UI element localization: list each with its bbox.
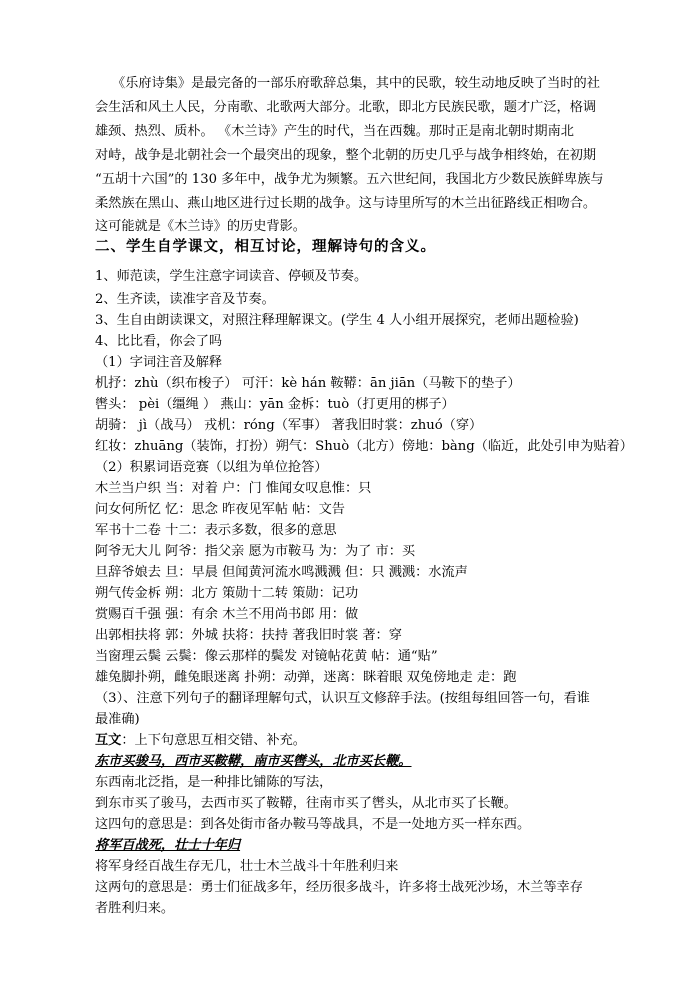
- section-title: 二、学生自学课文，相互讨论，理解诗句的含义。: [95, 238, 436, 255]
- subheading-1: （1）字词注音及解释: [95, 355, 223, 370]
- huwen-text: ：上下句意思互相交错、补充。: [121, 733, 306, 748]
- step-2: 2、生齐读，读准字音及节奏。: [95, 292, 275, 307]
- vocab-line-3: 军书十二卷 十二：表示多数，很多的意思: [95, 523, 337, 538]
- intro-line-3: 雄颈、热烈、质朴。 《木兰诗》产生的时代，当在西魏。那时正是南北朝时期南北: [95, 124, 574, 139]
- example-2-line-2: 这两句的意思是：勇士们征战多年，经历很多战斗，许多将士战死沙场，木兰等幸存: [95, 880, 583, 895]
- subheading-2: （2）积累词语竞赛（以组为单位抢答）: [95, 460, 328, 475]
- intro-line-2: 会生活和风土人民，分南歌、北歌两大部分。北歌，即北方民族民歌，题才广泛，格调: [95, 100, 597, 115]
- intro-line-6: 柔然族在黑山、燕山地区进行过长期的战争。这与诗里所写的木兰出征路线正相吻合。: [95, 196, 597, 211]
- vocab-line-5: 旦辞爷娘去 旦：早晨 但闻黄河流水鸣溅溅 但：只 溅溅：水流声: [95, 565, 468, 580]
- intro-line-7: 这可能就是《木兰诗》的历史背影。: [95, 219, 306, 234]
- intro-line-1: 《乐府诗集》是最完备的一部乐府歌辞总集，其中的民歌，较生动地反映了当时的社: [112, 76, 600, 91]
- huwen-definition: [95, 729, 615, 748]
- vocab-line-1: 木兰当户织 当：对着 户：门 惟闻女叹息惟：只: [95, 481, 372, 496]
- step-3: 3、生自由朗读课文，对照注释理解课文。(学生 4 人小组开展探究，老师出题检验): [95, 313, 579, 328]
- example-1-line-2: 到东市买了骏马，去西市买了鞍鞯，往南市买了辔头，从北市买了长鞭。: [95, 796, 517, 811]
- step-1: 1、师范读，学生注意字词读音、停顿及节奏。: [95, 269, 368, 284]
- example-1-line-3: 这四句的意思是：到各处街市备办鞍马等战具，不是一处地方买一样东西。: [95, 817, 531, 832]
- example-1-quote: 东市买骏马，西市买鞍鞯，南市买辔头，北市买长鞭。: [95, 754, 412, 769]
- vocab-line-7: 赏赐百千强 强：有余 木兰不用尚书郎 用：做: [95, 607, 359, 622]
- vocab-line-8: 出郭相扶将 郭：外城 扶将：扶持 著我旧时裳 著：穿: [95, 628, 402, 643]
- pinyin-line-2: 辔头： pèi（缰绳 ） 燕山：yān 金柝：tuò（打更用的梆子）: [95, 397, 455, 412]
- huwen-label: 互文: [95, 733, 122, 748]
- subheading-3-cont: 最准确): [95, 712, 140, 727]
- example-1-line-1: 东西南北泛指，是一种排比铺陈的写法，: [95, 775, 333, 790]
- vocab-line-10: 雄兔脚扑朔，雌兔眼迷离 扑朔：动弹，迷离：眯着眼 双兔傍地走 走：跑: [95, 670, 517, 685]
- pinyin-line-3: 胡骑： jì（战马） 戎机：róng（军事） 著我旧时裳：zhuó（穿）: [95, 418, 483, 433]
- example-2-line-3: 者胜利归来。: [95, 901, 175, 916]
- intro-line-4: 对峙，战争是北朝社会一个最突出的现象，整个北朝的历史几乎与战争相终始，在初期: [95, 148, 597, 163]
- vocab-line-9: 当窗理云鬓 云鬓：像云那样的鬓发 对镜帖花黄 帖：通“贴”: [95, 649, 438, 664]
- subheading-3: （3）、注意下列句子的翻译理解句式，认识互文修辞手法。(按组每组回答一句，看谁: [95, 691, 590, 706]
- pinyin-line-1: 机抒：zhù（织布梭子） 可汗：kè hán 鞍鞯：ān jiān（马鞍下的垫子）: [95, 376, 521, 391]
- vocab-line-2: 问女何所忆 忆：思念 昨夜见军帖 帖：文告: [95, 502, 345, 517]
- step-4: 4、比比看，你会了吗: [95, 334, 223, 349]
- example-2-line-1: 将军身经百战生存无几，壮士木兰战斗十年胜利归来: [95, 859, 399, 874]
- pinyin-line-4: 红妆：zhuāng（装饰，打扮）朔气：Shuò（北方）傍地：bàng（临近，此处引申为贴着）: [95, 439, 633, 454]
- vocab-line-4: 阿爷无大儿 阿爷：指父亲 愿为市鞍马 为：为了 市：买: [95, 544, 416, 559]
- intro-line-5: “五胡十六国”的 130 多年中，战争尤为频繁。五六世纪间，我国北方少数民族鲜卑族与: [95, 172, 604, 187]
- example-2-quote: 将军百战死，壮士十年归: [95, 838, 241, 853]
- vocab-line-6: 朔气传金柝 朔：北方 策勋十二转 策勋：记功: [95, 586, 359, 601]
